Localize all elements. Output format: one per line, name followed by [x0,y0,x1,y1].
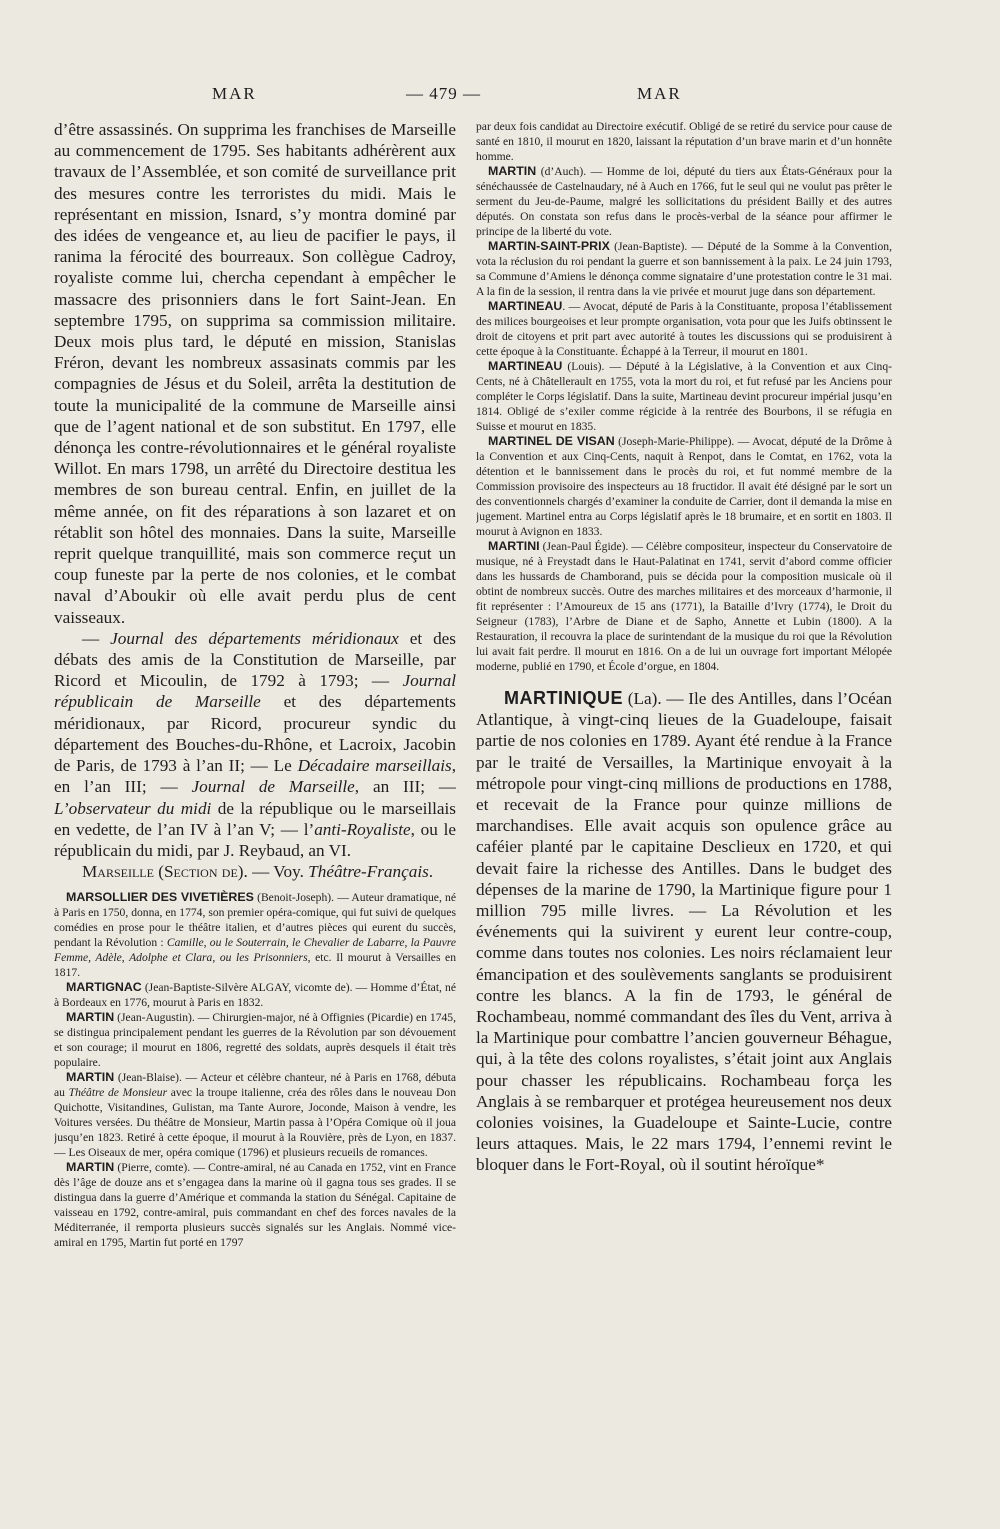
left-column [54,119,456,1519]
marseille-continuation: d’être assassinés. On supprima les franchises de Marseille au commencement de 1795. Ses habitants adhérèrent aux travaux de l’Assemblée, et son comité de surveillance prit des mesures contre les terroristes du midi. Mais le représentant en mission, Isnard, s’y montra dominé par des idées de vengeance et, au lieu de pacifier le pays, il ranima la férocité des bourreaux. Son collègue Cadroy, royaliste comme lui, chercha cependant à empêcher le massacre des prisonniers dans le fort Saint-Jean. En septembre 1795, on supprima sa commission militaire. Deux mois plus tard, le député en mission, Stanislas Fréron, devant les nombreux assasinats commis par les compagnies de Jésus et du Soleil, arrêta la destitution de toute la municipalité de la commune de Marseille ainsi que de l’agent national et de son substitut. En 1797, elle dénonça les contre-révolutionnaires et le général royaliste Willot. En mars 1798, un arrêté du Directoire destitua les membres de son bureau central. Enfin, en juillet de la même année, on fit des réparations à son lazaret et on rétablit son hôtel des monnaies. Dans la suite, Marseille reprit quelque tranquillité, mais son commerce reçut un coup funeste par la perte de nos colonies, et le combat naval d’Aboukir où elle avait perdu plus de cent vaisseaux. [54,120,456,627]
marseille-journals: — Journal des départements méridionaux et des débats des amis de la Constitution de Marseille, par Ricord et Micoulin, de 1792 à 1793; — Journal républicain de Marseille et des départements méridionaux, par Ricord, procureur syndic du département des Bouches-du-Rhône, et Lacroix, Jacobin de Paris, de 1793 à l’an II; — Le Décadaire marseillais, en l’an III; — Journal de Marseille, an III; — L’observateur du midi de la république ou le marseillais en vedette, de l’an IV à l’an V; — l’anti-Royaliste, ou le républicain du midi, par J. Reybaud, an VI. [54,628,456,860]
entry-martinel-de-visan: MARTINEL DE VISAN (Joseph-Marie-Philippe). — Avocat, député de la Drôme à la Convention et aux Cinq-Cents, naquit à Renpot, dans le Comtat, en 1762, vota la détention et le bannissement dans le procès du roi, et fut nommé membre de la Commission provisoire des inspecteurs au 18 fructidor. Il avait été désigné par le sort un des conventionnels chargés d’examiner la conduite de Carrier, dont il demanda la mise en jugement. Martinel entra au Corps législatif après le 18 brumaire, et en sortit en 1803. Il mourut à Avignon en 1833. [476,434,892,538]
running-header [0,84,1000,114]
entry-martini: MARTINI (Jean-Paul Égide). — Célèbre compositeur, inspecteur du Conservatoire de musique, né à Freystadt dans le Haut-Palatinat en 1741, servit d’abord comme officier dans les hussards de Chamborand, puis se décida pour la composition musicale où il obtint de nombreux succès. Outre des marches militaires et des morceaux d’harmonie, il fit représenter : l’Amoureux de 15 ans (1771), la Bataille d’Ivry (1774), le Droit du Seigneur (1783), l’Arbre de Diane et de Sapho, Annette et Lubin (1800). A la Restauration, il recouvra la place de surintendant de la musique du roi que la Révolution lui avait fait perdre. Il mourut en 1816. On a de lui un ouvrage fort important Mélopée moderne, publié en 1790, et École d’orgue, en 1804. [476,539,892,673]
entry-martin-jean-blaise: MARTIN (Jean-Blaise). — Acteur et célèbre chanteur, né à Paris en 1768, débuta au Théâtre de Monsieur avec la troupe italienne, créa des rôles dans le nouveau Don Quichotte, Visitandines, Gulistan, ma Tante Aurore, Joconde, Maison à vendre, les Voitures versées. Du théâtre de Monsieur, Martin passa à l’Opéra Comique où il joua jusqu’en 1823. Retiré à cette époque, il mourut à la Rouvière, près de Lyon, en 1837. — Les Oiseaux de mer, opéra comique (1796) et plusieurs recueils de romances. [54,1070,456,1160]
entry-marsollier: MARSOLLIER DES VIVETIÈRES (Benoit-Joseph). — Auteur dramatique, né à Paris en 1750, donna, en 1774, son premier opéra-comique, qui fut suivi de quelques comédies en prose pour le théâtre italien, et d’autres pièces qui eurent du succès, pendant la Révolution : Camille, ou le Souterrain, le Chevalier de Labarre, la Pauvre Femme, Adèle, Adolphe et Clara, ou les Prisonniers, etc. Il mourut à Versailles en 1817. [54,890,456,980]
entry-martin-pierre: MARTIN (Pierre, comte). — Contre-amiral, né au Canada en 1752, vint en France dès l’âge de douze ans et s’engagea dans la marine où il gagna tous ses grades. Il se distingua dans la guerre d’Amérique et commanda la station du Sénégal. Capitaine de vaisseau en 1792, contre-amiral, puis commandant en chef des forces navales de la Méditerranée, il remporta plusieurs succès signalés sur les Anglais. Nommé vice-amiral en 1795, Martin fut porté en 1797 [54,1160,456,1250]
running-head-right: MAR [637,84,682,103]
entry-martinique: MARTINIQUE (La). — Ile des Antilles, dans l’Océan Atlantique, à vingt-cinq lieues de la Guadeloupe, faisait partie de nos colonies en 1789. Ayant été rendue à la France par le traité de Versailles, la Martinique envoyait à la métropole pour vingt-cinq millions de productions en 1788, et recevait de la France pour quinze millions de marchandises. Elle avait acquis son opulence grâce au caféier planté par le capitaine Desclieux en 1720, et qui devait faire la richesse des Antilles. Dans le budget des dépenses de la marine de 1790, la Martinique figure pour 1 million 795 mille livres. — La Révolution et les événements qui la suivirent y eurent leur contre-coup, comme dans toutes nos colonies. Les noirs réclamaient leur émancipation et des soulèvements sanglants se produisirent contre les blancs. A la fin de 1793, le général de Rochambeau, nommé commandant des îles du Vent, arriva à la Martinique pour combattre l’ancien gouverneur Béhague, qui, à la tête des colons royalistes, s’était joint aux Anglais pour chasser les républicains. Rochambeau força les Anglais à se rembarquer et protégea heureusement nos deux colonies voisines, la Guadeloupe et Sainte-Lucie, contre leurs attaques. Mais, le 22 mars 1794, l’ennemi revint le bloquer dans le Fort-Royal, où il soutint héroïque* [476,688,892,1175]
entry-martin-jean-augustin: MARTIN (Jean-Augustin). — Chirurgien-major, né à Offignies (Picardie) en 1745, se distingua principalement pendant les guerres de la Révolution par son dévouement et son courage; il mourut en 1806, regretté des soldats, auprès desquels il était très populaire. [54,1010,456,1070]
page-number: — 479 — [406,84,481,103]
entry-martineau: MARTINEAU. — Avocat, député de Paris à la Constituante, proposa l’établissement des milices bourgeoises et leur prompte organisation, vota pour que les Juifs obtinssent le droit de citoyens et prit part avec autorité à toutes les discussions qui se produisirent à cette époque à la Constituante. Échappé à la Terreur, il mourut en 1801. [476,299,892,358]
running-head-left: MAR [212,84,257,103]
entry-martin-saint-prix: MARTIN-SAINT-PRIX (Jean-Baptiste). — Député de la Somme à la Convention, vota la réclusion du roi pendant la guerre et son bannissement à la paix. Le 24 juin 1793, sa Commune d’Amiens le dénonça comme signataire d’une protestation contre le 31 mai. A la fin de la session, il rentra dans la vie privée et mourut juge dans son département. [476,239,892,298]
entry-martin-pierre-continuation: par deux fois candidat au Directoire exécutif. Obligé de se retiré du service pour cause de santé en 1810, il mourut en 1820, laissant la réputation d’un brave marin et d’un honnête homme. [476,120,892,163]
entry-martineau-louis: MARTINEAU (Louis). — Député à la Législative, à la Convention et aux Cinq-Cents, né à Châtellerault en 1755, vota la mort du roi, et fut refusé par les Anciens pour compléter le Corps législatif. Dans la suite, Martineau devint procureur impérial jusqu’en 1814. Obligé de s’exiler comme régicide à la rentrée des Bourbons, il se réfugia en Suisse et mourut en 1835. [476,359,892,433]
right-column [476,119,892,1519]
entry-martignac: MARTIGNAC (Jean-Baptiste-Silvère ALGAY, vicomte de). — Homme d’État, né à Bordeaux en 1776, mourut à Paris en 1832. [54,980,456,1010]
marseille-section-crossref: Marseille (Section de). — Voy. Théâtre-Français. [82,862,434,882]
entry-martin-dauch: MARTIN (d’Auch). — Homme de loi, député du tiers aux États-Généraux pour la sénéchaussée de Castelnaudary, né à Auch en 1766, fut le seul qui ne voulut pas prêter le serment du Jeu-de-Paume, malgré les sollicitations du président Bailly et des autres députés. On constata son refus dans le procès-verbal de la séance pour affirmer le principe de la liberté du vote. [476,164,892,238]
